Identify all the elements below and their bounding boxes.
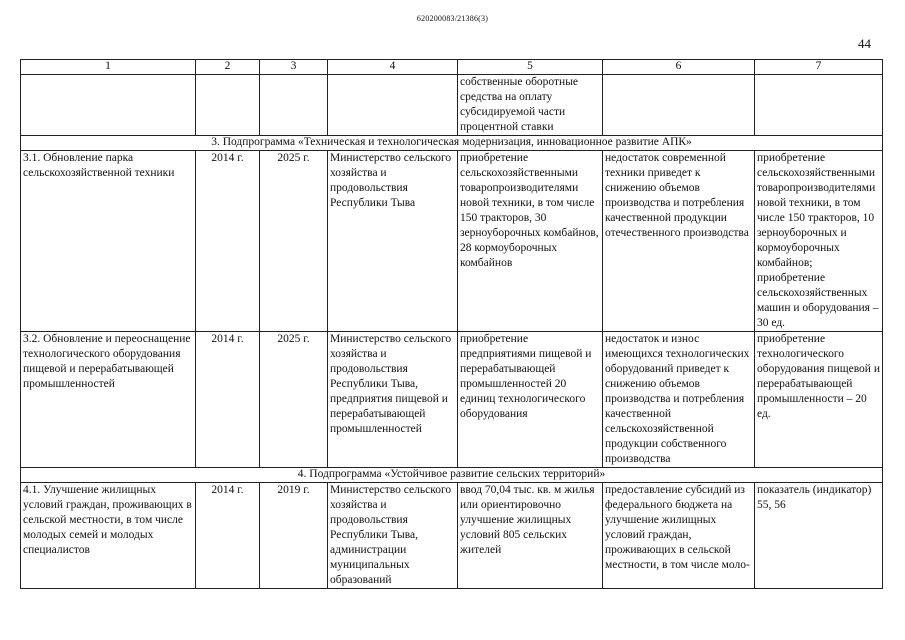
section-title: 3. Подпрограмма «Техническая и технологическая модернизация, инновационное развитие АПК»	[21, 136, 883, 151]
table-cell: 2014 г.	[196, 483, 260, 589]
table-cell: собственные оборотные средства на оплату субсидируемой части процентной ставки	[458, 75, 603, 136]
table-cell: предоставление субсидий из федерального бюджета на улучшение жилищных условий граждан, проживающих в сельской местности, в том числе моло-	[603, 483, 755, 589]
table-cell: приобретение предприятиями пищевой и перерабатывающей промышленностей 20 единиц технологического оборудования	[458, 332, 603, 468]
column-number: 4	[328, 60, 458, 75]
table-row	[21, 151, 883, 332]
table-cell	[196, 75, 260, 136]
table-cell: 3.1. Обновление парка сельскохозяйственной техники	[21, 151, 196, 332]
table-cell: приобретение сельскохозяйственными товаропроизводителями новой техники, в том числе 150 тракторов, 30 зерноуборочных комбайнов, 28 кормоуборочных комбайнов	[458, 151, 603, 332]
table-cell: 4.1. Улучшение жилищных условий граждан, проживающих в сельской местности, в том числе молодых семей и молодых специалистов	[21, 483, 196, 589]
column-number: 2	[196, 60, 260, 75]
column-number: 1	[21, 60, 196, 75]
column-number: 5	[458, 60, 603, 75]
table-cell: недостаток и износ имеющихся технологических оборудований приведет к снижению объемов производства и потребления качественной сельскохозяйственной продукции собственного производства	[603, 332, 755, 468]
table-cell	[260, 75, 328, 136]
table-cell	[328, 75, 458, 136]
table-cell: Министерство сельского хозяйства и продовольствия Республики Тыва	[328, 151, 458, 332]
section-title: 4. Подпрограмма «Устойчивое развитие сельских территорий»	[21, 468, 883, 483]
table-row	[21, 332, 883, 468]
column-number: 6	[603, 60, 755, 75]
column-number: 3	[260, 60, 328, 75]
table-cell: 2014 г.	[196, 332, 260, 468]
table-cell: показатель (индикатор) 55, 56	[755, 483, 883, 589]
table-cell: ввод 70,04 тыс. кв. м жилья или ориентировочно улучшение жилищных условий 805 сельских жителей	[458, 483, 603, 589]
table-cell: недостаток современной техники приведет к снижению объемов производства и потребления качественной продукции отечественного производства	[603, 151, 755, 332]
column-number: 7	[755, 60, 883, 75]
column-number-row	[21, 60, 883, 75]
table-cell: Министерство сельского хозяйства и продовольствия Республики Тыва, предприятия пищевой и перерабатывающей промышленностей	[328, 332, 458, 468]
section-row	[21, 136, 883, 151]
table-cell	[603, 75, 755, 136]
document-id: 620200083/21386(3)	[416, 14, 489, 23]
table-cell	[21, 75, 196, 136]
table-cell: 2014 г.	[196, 151, 260, 332]
table-row	[21, 483, 883, 589]
table-cell: 2019 г.	[260, 483, 328, 589]
table-row	[21, 75, 883, 136]
table-cell: 3.2. Обновление и переоснащение технологического оборудования пищевой и перерабатывающей промышленностей	[21, 332, 196, 468]
table-cell: приобретение технологического оборудования пищевой и перерабатывающей промышленности – 20 ед.	[755, 332, 883, 468]
program-table	[20, 59, 883, 589]
table-cell: приобретение сельскохозяйственными товаропроизводителями новой техники, в том числе 150 тракторов, 10 зерноуборочных и кормоуборочных комбайнов; приобретение сельскохозяйственных машин и оборудования – 30 ед.	[755, 151, 883, 332]
page-number: 44	[858, 36, 871, 51]
table-cell: Министерство сельского хозяйства и продовольствия Республики Тыва, администрации муниципальных образований	[328, 483, 458, 589]
table-cell: 2025 г.	[260, 332, 328, 468]
section-row	[21, 468, 883, 483]
table-cell: 2025 г.	[260, 151, 328, 332]
table-cell	[755, 75, 883, 136]
